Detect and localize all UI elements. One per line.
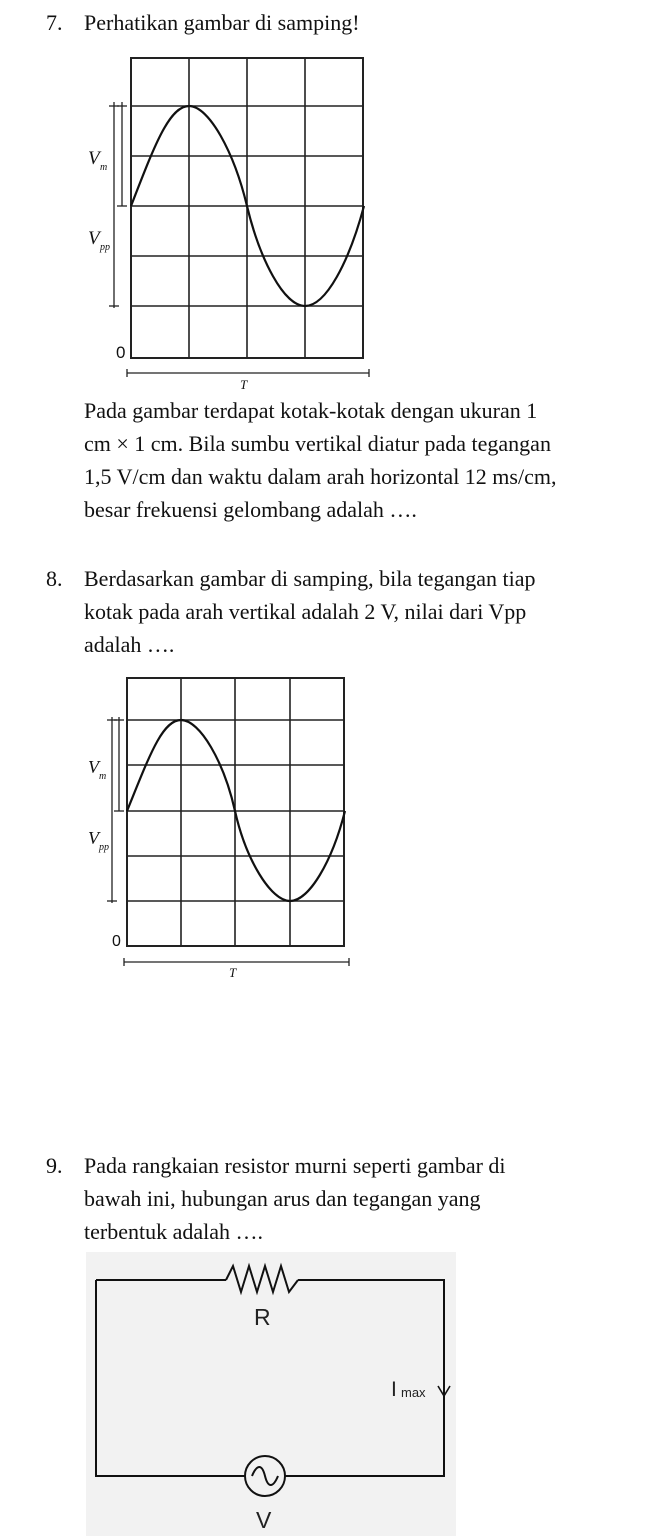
current-label: I: [391, 1378, 397, 1401]
question-8-prompt-line: adalah ….: [84, 632, 175, 657]
question-9-number: 9.: [46, 1153, 63, 1178]
vm-bracket: [114, 717, 124, 811]
ac-source-icon: [245, 1456, 285, 1496]
vpp-bracket: [107, 717, 117, 903]
question-7-body-line: 1,5 V/cm dan waktu dalam arah horizontal 12 ms/cm,: [84, 464, 557, 489]
question-8-number: 8.: [46, 566, 63, 591]
vpp-bracket: [109, 102, 119, 308]
question-9-circuit-diagram: [86, 1252, 456, 1536]
question-9-prompt-line: terbentuk adalah ….: [84, 1219, 263, 1244]
vpp-subscript: pp: [100, 242, 110, 253]
vm-label: V: [88, 757, 99, 777]
vm-bracket: [117, 102, 127, 206]
zero-label: 0: [112, 933, 121, 950]
vpp-label: V: [88, 228, 100, 249]
period-label: T: [229, 965, 237, 980]
question-7-number: 7.: [46, 10, 63, 35]
question-9-prompt-line: Pada rangkaian resistor murni seperti gambar di: [84, 1153, 506, 1178]
question-7-oscilloscope-figure: [84, 52, 374, 397]
vm-subscript: m: [99, 771, 107, 782]
question-8-oscilloscope-figure: [84, 672, 356, 984]
source-label: V: [256, 1507, 272, 1533]
question-7-body: [84, 394, 556, 526]
question-7-body-line: besar frekuensi gelombang adalah ….: [84, 497, 417, 522]
question-7-body-line: Pada gambar terdapat kotak-kotak dengan ukuran 1: [84, 398, 538, 423]
question-8-prompt-line: kotak pada arah vertikal adalah 2 V, nilai dari Vpp: [84, 599, 527, 624]
vpp-label: V: [88, 828, 99, 848]
vpp-subscript: pp: [99, 842, 109, 853]
vm-label: V: [88, 148, 100, 169]
current-subscript: max: [401, 1385, 426, 1400]
period-arrow: [124, 958, 349, 966]
resistor-label: R: [254, 1304, 271, 1330]
zero-label: 0: [116, 343, 126, 362]
question-7-prompt: Perhatikan gambar di samping!: [84, 10, 360, 35]
question-8-prompt: [84, 562, 535, 661]
period-arrow: [127, 369, 369, 377]
vm-subscript: m: [100, 162, 108, 173]
question-9-prompt-line: bawah ini, hubungan arus dan tegangan yang: [84, 1186, 481, 1211]
period-label: T: [240, 377, 248, 392]
question-7-body-line: cm × 1 cm. Bila sumbu vertikal diatur pada tegangan: [84, 431, 551, 456]
question-9-prompt: [84, 1149, 506, 1248]
question-8-prompt-line: Berdasarkan gambar di samping, bila tegangan tiap: [84, 566, 536, 591]
